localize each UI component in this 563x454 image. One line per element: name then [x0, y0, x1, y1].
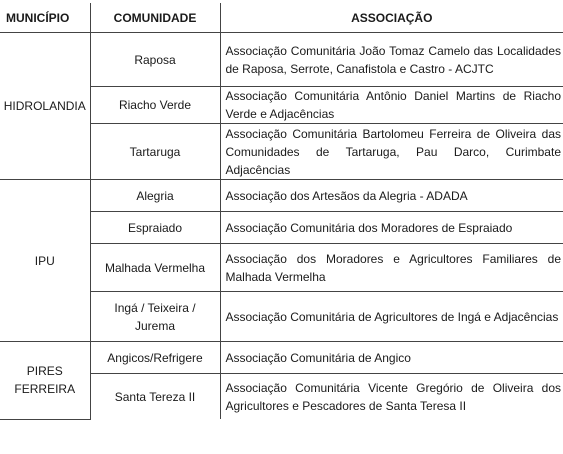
header-comunidade: COMUNIDADE — [90, 3, 220, 33]
associacao-cell: Associação dos Artesãos da Alegria - ADADA — [220, 180, 563, 212]
associacao-cell: Associação Comunitária de Agricultores de Ingá e Adjacências — [220, 292, 563, 342]
municipio-line: PIRES — [26, 364, 63, 379]
comunidade-cell: Tartaruga — [90, 124, 220, 180]
associacao-cell: Associação Comunitária Bartolomeu Ferreira de Oliveira das Comunidades de Tartaruga, Pau Darco, Curimbate Adjacências — [220, 124, 563, 180]
header-row — [0, 3, 563, 33]
associacao-cell: Associação dos Moradores e Agricultores Familiares de Malhada Vermelha — [220, 244, 563, 292]
associacao-cell: Associação Comunitária João Tomaz Camelo das Localidades de Raposa, Serrote, Canafistola e Castro - ACJTC — [220, 33, 563, 87]
comunidade-cell: Ingá / Teixeira / Jurema — [90, 292, 220, 342]
comunidade-cell: Alegria — [90, 180, 220, 212]
associacao-cell: Associação Comunitária Vicente Gregório de Oliveira dos Agricultores e Pescadores de Santa Teresa II — [225, 380, 561, 413]
municipio-cell: IPU — [0, 180, 90, 342]
associations-table — [0, 3, 563, 420]
table-row — [0, 342, 563, 374]
comunidade-cell: Angicos/Refrigere — [90, 342, 220, 374]
municipio-cell: HIDROLANDIA — [0, 33, 90, 180]
comunidade-cell: Raposa — [90, 33, 220, 87]
comunidade-cell: Riacho Verde — [90, 87, 220, 124]
comunidade-cell: Santa Tereza II — [90, 374, 220, 420]
associacao-cell: Associação Comunitária de Angico — [220, 342, 563, 374]
associacao-cell: Associação Comunitária Antônio Daniel Martins de Riacho Verde e Adjacências — [220, 87, 563, 124]
municipio-line: FERREIRA — [14, 382, 76, 397]
table-row — [0, 180, 563, 212]
table-row — [0, 33, 563, 87]
comunidade-cell: Espraiado — [90, 212, 220, 244]
comunidade-cell: Malhada Vermelha — [90, 244, 220, 292]
header-associacao: ASSOCIAÇÃO — [220, 3, 563, 33]
municipio-cell — [0, 342, 90, 420]
associacao-cell: Associação Comunitária dos Moradores de Espraiado — [220, 212, 563, 244]
header-municipio: MUNICÍPIO — [0, 3, 90, 33]
